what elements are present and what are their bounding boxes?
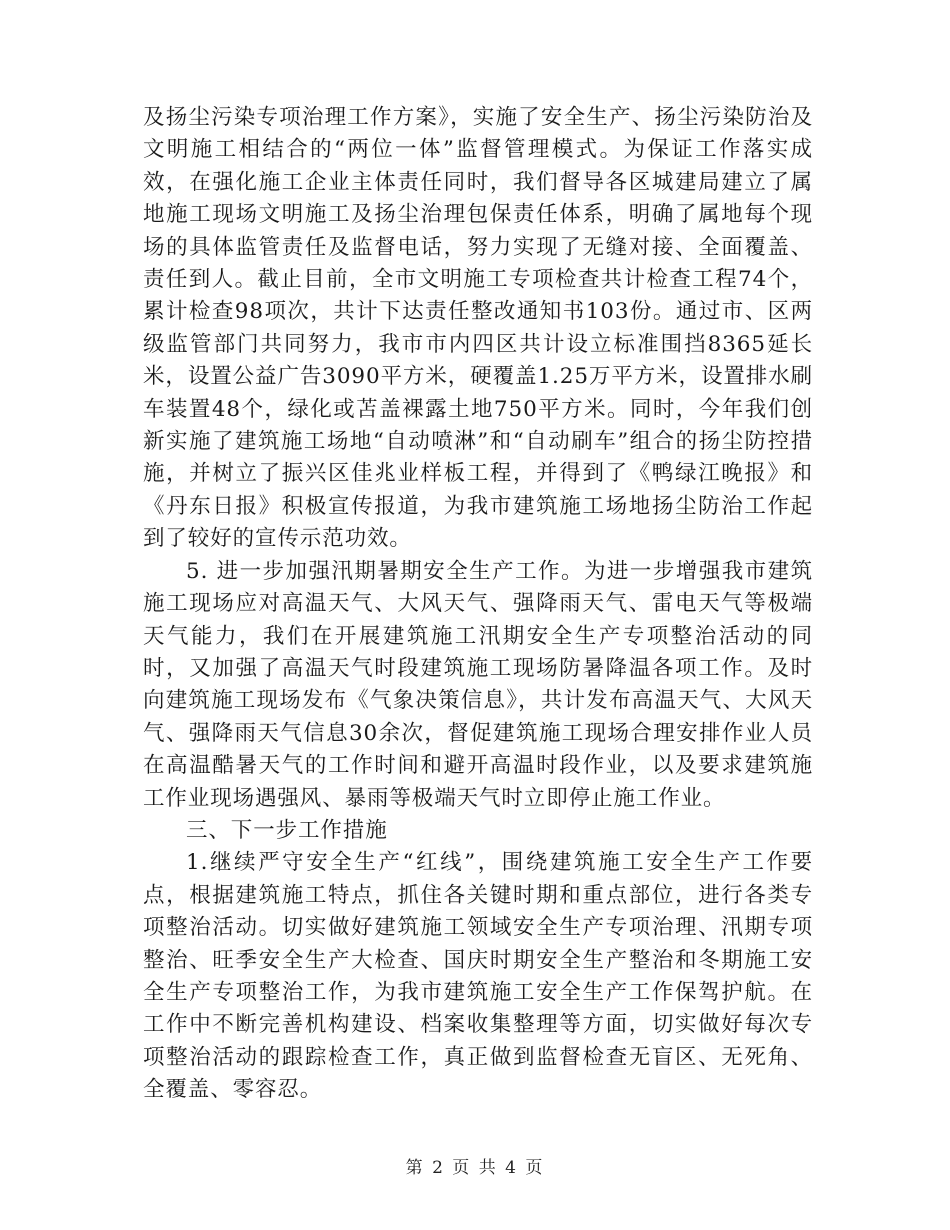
section-heading-next-steps: 三、下一步工作措施 [186, 817, 388, 843]
page-number-footer: 第 2 页 共 4 页 [405, 1158, 545, 1178]
paragraph-red-line: 1.继续严守安全生产“红线”，围绕建筑施工安全生产工作要点，根据建筑施工特点，抓住各关键时期和重点部位，进行各类专项整治活动。切实做好建筑施工领域安全生产专项治理、汛期专项整治、旺季安全生产大检查、国庆时期安全生产整治和冬期施工安全生产专项整治工作，为我市建筑施工安全生产工作保驾护航。在工作中不断完善机构建设、档案收集整理等方面，切实做好每次专项整治活动的跟踪检查工作，真正做到监督检查无盲区、无死角、全覆盖、零容忍。 [143, 850, 813, 1103]
paragraph-dust-control: 及扬尘污染专项治理工作方案》，实施了安全生产、扬尘污染防治及文明施工相结合的“两位一体”监督管理模式。为保证工作落实成效，在强化施工企业主体责任同时，我们督导各区城建局建立了属地施工现场文明施工及扬尘治理包保责任体系，明确了属地每个现场的具体监管责任及监督电话，努力实现了无缝对接、全面覆盖、责任到人。截止目前，全市文明施工专项检查共计检查工程74个，累计检查98项次，共计下达责任整改通知书103份。通过市、区两级监管部门共同努力，我市市内四区共计设立标准围挡8365延长米，设置公益广告3090平方米，硬覆盖1.25万平方米，设置排水刷车装置48个，绿化或苫盖裸露土地750平方米。同时，今年我们创新实施了建筑施工场地“自动喷淋”和“自动刷车”组合的扬尘防控措施，并树立了振兴区佳兆业样板工程，并得到了《鸭绿江晚报》和《丹东日报》积极宣传报道，为我市建筑施工场地扬尘防治工作起到了较好的宣传示范功效。 [143, 105, 813, 552]
document-body [143, 102, 813, 1107]
paragraph-flood-summer-safety: 5. 进一步加强汛期暑期安全生产工作。为进一步增强我市建筑施工现场应对高温天气、大风天气、强降雨天气、雷电天气等极端天气能力，我们在开展建筑施工汛期安全生产专项整治活动的同时，又加强了高温天气时段建筑施工现场防暑降温各项工作。及时向建筑施工现场发布《气象决策信息》，共计发布高温天气、大风天气、强降雨天气信息30余次，督促建筑施工现场合理安排作业人员在高温酷暑天气的工作时间和避开高温时段作业，以及要求建筑施工作业现场遇强风、暴雨等极端天气时立即停止施工作业。 [143, 558, 813, 811]
